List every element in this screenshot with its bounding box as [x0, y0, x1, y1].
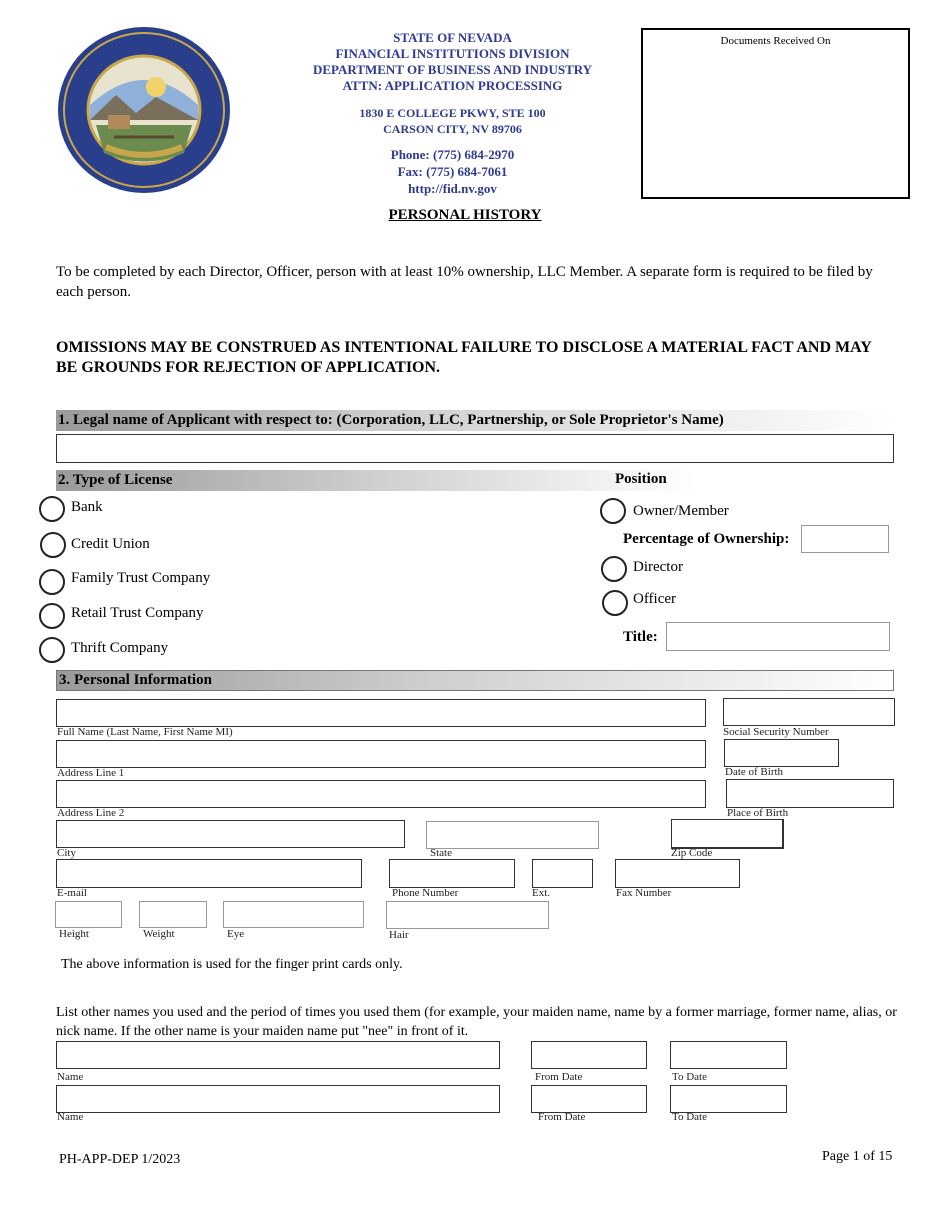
fax-number-input[interactable]: [615, 859, 740, 888]
zip-code-label: Zip Code: [671, 847, 713, 859]
position-radio-director[interactable]: [601, 556, 627, 582]
license-label-credit-union: Credit Union: [71, 536, 150, 552]
header-line-department: DEPARTMENT OF BUSINESS AND INDUSTRY: [312, 62, 593, 77]
state-input[interactable]: [426, 821, 599, 849]
address-line-1: 1830 E COLLEGE PKWY, STE 100: [359, 106, 546, 120]
address-line-2-input[interactable]: [56, 780, 706, 808]
license-label-thrift: Thrift Company: [71, 640, 169, 656]
other-names-instructions: List other names you used and the period of times you used them (for example, your maiden name, name by a former marriage, former name, alias, or nick name. If the other name is your maiden name put "nee" in front of it.: [56, 1005, 897, 1039]
hair-label: Hair: [389, 929, 409, 941]
weight-input[interactable]: [139, 901, 207, 928]
other-name-input-1[interactable]: [56, 1041, 500, 1069]
agency-header: [300, 30, 605, 94]
full-name-label: Full Name (Last Name, First Name MI): [57, 726, 233, 738]
from-date-input-2[interactable]: [531, 1085, 647, 1113]
license-radio-credit-union[interactable]: [40, 532, 66, 558]
form-title: PERSONAL HISTORY: [388, 207, 542, 223]
dob-input[interactable]: [724, 739, 839, 767]
header-line-attn: ATTN: APPLICATION PROCESSING: [342, 78, 563, 93]
title-label: Title:: [623, 629, 658, 645]
address-line-1-input[interactable]: [56, 740, 706, 768]
position-header: Position: [615, 471, 667, 487]
title-input[interactable]: [666, 622, 890, 651]
hair-input[interactable]: [386, 901, 549, 929]
ownership-percentage-input[interactable]: [801, 525, 889, 553]
ext-label: Ext.: [532, 887, 551, 899]
position-label-director: Director: [633, 559, 683, 575]
section-3-header: 3. Personal Information: [56, 670, 894, 691]
ssn-label: Social Security Number: [723, 726, 829, 738]
place-of-birth-input[interactable]: [726, 779, 894, 808]
documents-received-box: [641, 28, 910, 199]
from-date-input-1[interactable]: [531, 1041, 647, 1069]
other-name-input-2[interactable]: [56, 1085, 500, 1113]
phone-number-label: Phone Number: [392, 887, 459, 899]
legal-name-input[interactable]: [56, 434, 894, 463]
license-radio-retail-trust[interactable]: [39, 603, 65, 629]
phone-text: Phone: (775) 684-2970: [390, 147, 515, 162]
address-line-1-label: Address Line 1: [57, 767, 125, 779]
place-of-birth-label: Place of Birth: [727, 807, 789, 819]
ext-input[interactable]: [532, 859, 593, 888]
to-date-input-1[interactable]: [670, 1041, 787, 1069]
fingerprint-note: The above information is used for the finger print cards only.: [61, 957, 403, 972]
from-date-label-1: From Date: [535, 1071, 583, 1083]
state-seal-logo: [56, 25, 232, 195]
license-label-retail-trust: Retail Trust Company: [71, 605, 204, 621]
license-label-family-trust: Family Trust Company: [71, 570, 211, 586]
position-label-owner: Owner/Member: [633, 503, 729, 519]
height-input[interactable]: [55, 901, 122, 928]
license-radio-thrift[interactable]: [39, 637, 65, 663]
city-input[interactable]: [56, 820, 405, 848]
address-line-2: CARSON CITY, NV 89706: [383, 122, 522, 136]
fax-number-label: Fax Number: [616, 887, 672, 899]
address-line-2-label: Address Line 2: [57, 807, 125, 819]
position-label-officer: Officer: [633, 591, 677, 607]
to-date-label-2: To Date: [672, 1111, 707, 1123]
weight-label: Weight: [143, 928, 175, 940]
seal-text-top: [56, 25, 57, 26]
fax-text: Fax: (775) 684-7061: [397, 164, 508, 179]
state-label: State: [430, 847, 452, 859]
eye-label: Eye: [227, 928, 245, 940]
position-radio-officer[interactable]: [602, 590, 628, 616]
agency-address: [300, 105, 605, 137]
page-number: Page 1 of 15: [822, 1149, 893, 1164]
email-input[interactable]: [56, 859, 362, 888]
omissions-warning: OMISSIONS MAY BE CONSTRUED AS INTENTIONAL FAILURE TO DISCLOSE A MATERIAL FACT AND MAY BE GROUNDS FOR REJECTION OF APPLICATION.: [56, 339, 872, 376]
city-label: City: [57, 847, 76, 859]
to-date-input-2[interactable]: [670, 1085, 787, 1113]
from-date-label-2: From Date: [538, 1111, 586, 1123]
agency-contact: [300, 146, 605, 197]
position-radio-owner[interactable]: [600, 498, 626, 524]
section-2-header: 2. Type of License: [56, 470, 696, 491]
header-line-division: FINANCIAL INSTITUTIONS DIVISION: [335, 46, 570, 61]
email-label: E-mail: [57, 887, 87, 899]
ownership-percentage-label: Percentage of Ownership:: [623, 531, 790, 547]
intro-text: To be completed by each Director, Officer, person with at least 10% ownership, LLC Member. A separate form is required to be filed by each person.: [56, 264, 873, 300]
license-radio-bank[interactable]: [39, 496, 65, 522]
other-name-label-1: Name: [57, 1071, 84, 1083]
license-radio-family-trust[interactable]: [39, 569, 65, 595]
header-line-state: STATE OF NEVADA: [393, 30, 512, 45]
license-label-bank: Bank: [71, 499, 103, 515]
height-label: Height: [59, 928, 89, 940]
section-1-header: 1. Legal name of Applicant with respect to: (Corporation, LLC, Partnership, or Sole Proprietor's Name): [56, 410, 894, 431]
eye-input[interactable]: [223, 901, 364, 928]
phone-number-input[interactable]: [389, 859, 515, 888]
website-link[interactable]: http://fid.nv.gov: [408, 181, 497, 196]
zip-code-input[interactable]: [671, 819, 784, 849]
dob-label: Date of Birth: [725, 766, 784, 778]
full-name-input[interactable]: [56, 699, 706, 727]
to-date-label-1: To Date: [672, 1071, 707, 1083]
ssn-input[interactable]: [723, 698, 895, 726]
form-id: PH-APP-DEP 1/2023: [59, 1152, 181, 1167]
documents-received-label: Documents Received On: [720, 35, 831, 47]
other-name-label-2: Name: [57, 1111, 84, 1123]
